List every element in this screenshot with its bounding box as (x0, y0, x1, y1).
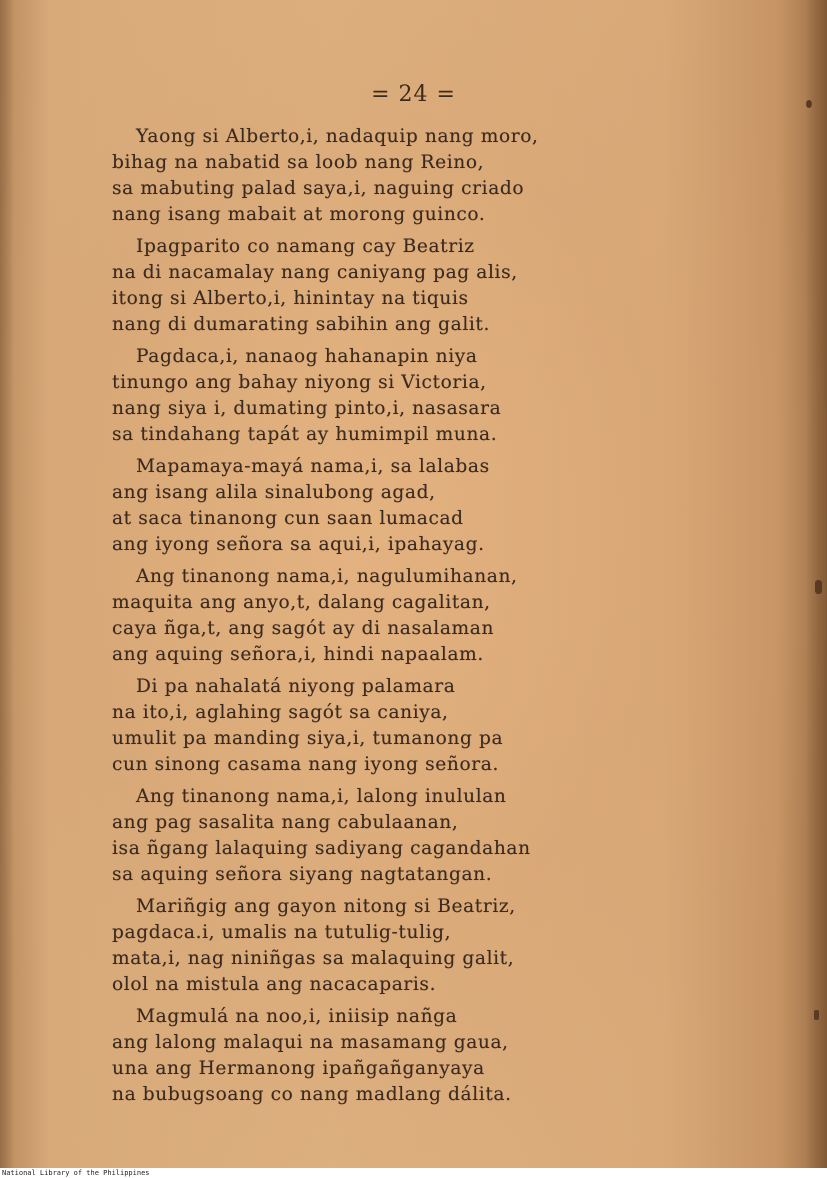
poem-line: Ang tinanong nama,i, nagulumihanan, (136, 566, 518, 587)
poem-line: Di pa nahalatá niyong palamara (136, 676, 456, 697)
poem-line: ang iyong señora sa aqui,i, ipahayag. (112, 534, 485, 555)
poem-line: ang isang alila sinalubong agad, (112, 482, 436, 503)
poem-line: olol na mistula ang nacacaparis. (112, 974, 437, 995)
paper-stain (806, 100, 812, 108)
poem-line: pagdaca.i, umalis na tutulig-tulig, (112, 922, 452, 943)
stanza (112, 674, 632, 778)
poem-line: ang lalong malaqui na masamang gaua, (112, 1032, 509, 1053)
poem-line: nang isang mabait at morong guinco. (112, 204, 486, 225)
stanza (112, 454, 632, 558)
poem-line: Pagdaca,i, nanaog hahanapin niya (136, 346, 478, 367)
poem-line: umulit pa manding siya,i, tumanong pa (112, 728, 504, 749)
poem-line: Mapamaya-mayá nama,i, sa lalabas (136, 456, 490, 477)
poem-line: Mariñgig ang gayon nitong si Beatriz, (136, 896, 516, 917)
poem-line: Yaong si Alberto,i, nadaquip nang moro, (136, 126, 539, 147)
poem-line: ang pag sasalita nang cabulaanan, (112, 812, 459, 833)
poem-line: nang siya i, dumating pinto,i, nasasara (112, 398, 502, 419)
poem-line: mata,i, nag niniñgas sa malaquing galit, (112, 948, 515, 969)
poem-line: Ang tinanong nama,i, lalong inululan (136, 786, 507, 807)
page-number: = 24 = (371, 82, 456, 107)
poem-line: nang di dumarating sabihin ang galit. (112, 314, 491, 335)
poem-line: Magmulá na noo,i, iniisip nañga (136, 1006, 458, 1027)
poem-line: itong si Alberto,i, hinintay na tiquis (112, 288, 469, 309)
poem-line: na di nacamalay nang caniyang pag alis, (112, 262, 518, 283)
poem-line: ang aquing señora,i, hindi napaalam. (112, 644, 484, 665)
stanza (112, 124, 632, 228)
poem-line: isa ñgang lalaquing sadiyang cagandahan (112, 838, 531, 859)
poem-line: tinungo ang bahay niyong si Victoria, (112, 372, 487, 393)
poem-line: cun sinong casama nang iyong señora. (112, 754, 499, 775)
poem-line: bihag na nabatid sa loob nang Reino, (112, 152, 485, 173)
poem-line: Ipagparito co namang cay Beatriz (136, 236, 475, 257)
paper-stain (815, 580, 822, 594)
poem-line: maquita ang anyo,t, dalang cagalitan, (112, 592, 491, 613)
stanza (112, 234, 632, 338)
library-credit: National Library of the Philippines (2, 1169, 150, 1177)
stanza (112, 1004, 632, 1108)
poem-line: una ang Hermanong ipañgañganyaya (112, 1058, 485, 1079)
poem-text (112, 124, 632, 1114)
stanza (112, 344, 632, 448)
poem-line: sa aquing señora siyang nagtatangan. (112, 864, 493, 885)
poem-line: caya ñga,t, ang sagót ay di nasalaman (112, 618, 495, 639)
poem-line: sa tindahang tapát ay humimpil muna. (112, 424, 498, 445)
poem-line: na ito,i, aglahing sagót sa caniya, (112, 702, 449, 723)
stanza (112, 894, 632, 998)
stanza (112, 784, 632, 888)
poem-line: na bubugsoang co nang madlang dálita. (112, 1084, 512, 1105)
paper-stain (814, 1010, 819, 1020)
poem-line: sa mabuting palad saya,i, naguing criado (112, 178, 525, 199)
stanza (112, 564, 632, 668)
poem-line: at saca tinanong cun saan lumacad (112, 508, 464, 529)
